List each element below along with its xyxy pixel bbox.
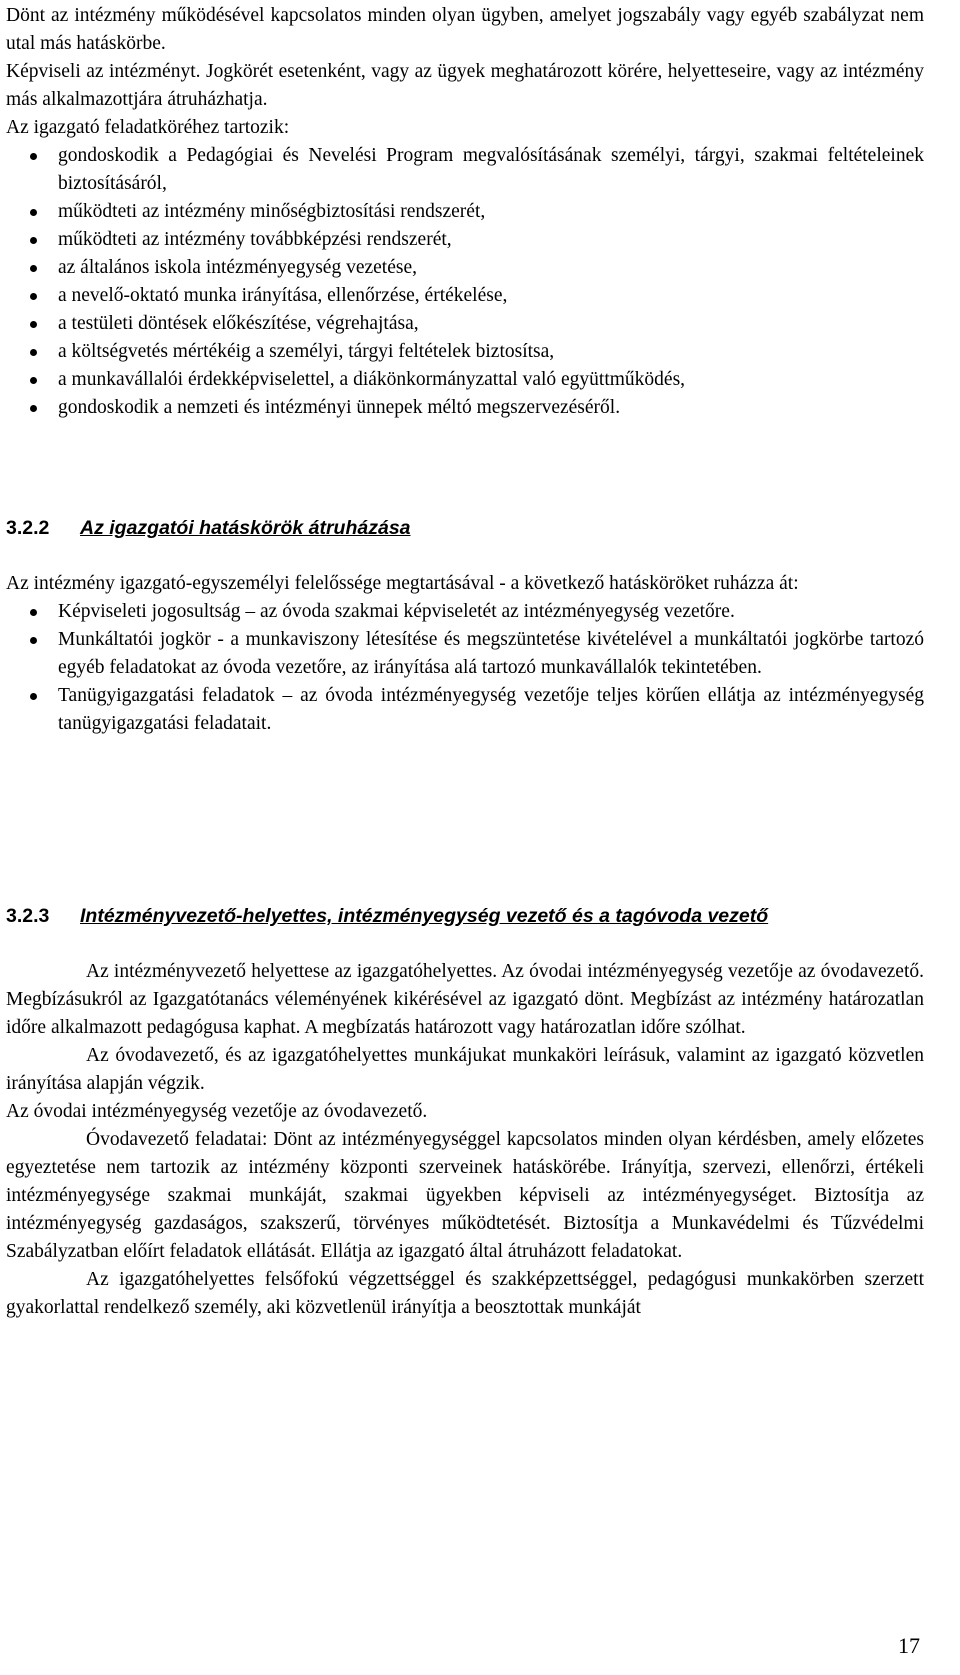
bullet-icon bbox=[30, 377, 37, 384]
section-paragraph: Az óvodavezető, és az igazgatóhelyettes munkájukat munkaköri leírásuk, valamint az igazgató közvetlen irányítása alapján végzik. bbox=[6, 1045, 924, 1094]
bullet-icon bbox=[30, 637, 37, 644]
section-paragraph: Az intézményvezető helyettese az igazgatóhelyettes. Az óvodai intézményegység vezetője az óvodavezető. Megbízásukról az Igazgatótanács véleményének kikérésével az igazgató dönt. Megbízást az intézmény határozatlan időre alkalmazott pedagógusa kaphat. A megbízatás határozott vagy határozatlan időre szólhat. bbox=[6, 961, 924, 1038]
section-heading-3-2-2 bbox=[6, 514, 924, 542]
bullet-icon bbox=[30, 405, 37, 412]
bullet-icon bbox=[30, 153, 37, 160]
bullet-icon bbox=[30, 693, 37, 700]
section-paragraph: Az intézmény igazgató-egyszemélyi felelőssége megtartásával - a következő hatásköröket ruházza át: bbox=[6, 573, 799, 594]
section-3-2-3-body bbox=[6, 958, 924, 1322]
list-item: Munkáltatói jogkör - a munkaviszony létesítése és megszüntetése kivételével a munkáltatói jogkörbe tartozó egyéb feladatokat az óvoda vezetőre, az irányítása alá tartozó munkavállalók tekintetében. bbox=[6, 626, 924, 682]
intro-paragraph-1: Dönt az intézmény működésével kapcsolatos minden olyan ügyben, amelyet jogszabály vagy egyéb szabályzat nem utal más hatáskörbe. bbox=[6, 5, 924, 54]
list-item: a testületi döntések előkészítése, végrehajtása, bbox=[6, 310, 924, 338]
list-item: az általános iskola intézményegység vezetése, bbox=[6, 254, 924, 282]
bullet-icon bbox=[30, 609, 37, 616]
list-item: Tanügyigazgatási feladatok – az óvoda intézményegység vezetője teljes körűen ellátja az intézményegység tanügyigazgatási feladatait. bbox=[6, 682, 924, 738]
list-item: a munkavállalói érdekképviselettel, a diákönkormányzattal való együttműködés, bbox=[6, 366, 924, 394]
section-title: Intézményvezető-helyettes, intézményegység vezető és a tagóvoda vezető bbox=[80, 905, 769, 927]
list-item: gondoskodik a Pedagógiai és Nevelési Program megvalósításának személyi, tárgyi, szakmai feltételeinek biztosításáról, bbox=[6, 142, 924, 198]
bullet-icon bbox=[30, 237, 37, 244]
page-number: 17 bbox=[898, 1633, 920, 1658]
bullet-icon bbox=[30, 209, 37, 216]
section-number: 3.2.2 bbox=[6, 517, 50, 539]
director-duties-list bbox=[6, 142, 924, 422]
section-3-2-2-body bbox=[6, 570, 924, 738]
section-paragraph: Az óvodai intézményegység vezetője az óvodavezető. bbox=[6, 1101, 428, 1122]
list-item: Képviseleti jogosultság – az óvoda szakmai képviseletét az intézményegység vezetőre. bbox=[6, 598, 924, 626]
list-item: gondoskodik a nemzeti és intézményi ünnepek méltó megszervezéséről. bbox=[6, 394, 924, 422]
list-item: a nevelő-oktató munka irányítása, ellenőrzése, értékelése, bbox=[6, 282, 924, 310]
bullet-icon bbox=[30, 293, 37, 300]
intro-paragraph-3: Az igazgató feladatköréhez tartozik: bbox=[6, 117, 290, 138]
section-title: Az igazgatói hatáskörök átruházása bbox=[80, 517, 411, 539]
section-heading-3-2-3 bbox=[6, 902, 924, 930]
list-item: működteti az intézmény minőségbiztosítási rendszerét, bbox=[6, 198, 924, 226]
bullet-icon bbox=[30, 265, 37, 272]
intro-paragraph-2: Képviseli az intézményt. Jogkörét esetenként, vagy az ügyek meghatározott körére, helyetteseire, vagy az intézmény más alkalmazottjára átruházhatja. bbox=[6, 61, 924, 110]
delegation-list bbox=[6, 598, 924, 738]
list-item: a költségvetés mértékéig a személyi, tárgyi feltételek biztosítsa, bbox=[6, 338, 924, 366]
list-item: működteti az intézmény továbbképzési rendszerét, bbox=[6, 226, 924, 254]
section-number: 3.2.3 bbox=[6, 905, 50, 927]
bullet-icon bbox=[30, 321, 37, 328]
section-paragraph: Az igazgatóhelyettes felsőfokú végzettséggel és szakképzettséggel, pedagógusi munkakörben szerzett gyakorlattal rendelkező személy, aki közvetlenül irányítja a beosztottak munkáját bbox=[6, 1269, 924, 1318]
section-paragraph: Óvodavezető feladatai: Dönt az intézményegységgel kapcsolatos minden olyan kérdésben, amely előzetes egyeztetése nem tartozik az intézmény központi szerveinek hatáskörébe. Irányítja, szervezi, ellenőrzi, értékeli intézményegysége szakmai munkáját, szakmai ügyekben képviseli az intézményegységet. Biztosítja az intézményegység gazdaságos, szakszerű, törvényes működtetését. Biztosítja a Munkavédelmi és Tűzvédelmi Szabályzatban előírt feladatok ellátását. Ellátja az igazgató által átruházott feladatokat. bbox=[6, 1129, 924, 1262]
bullet-icon bbox=[30, 349, 37, 356]
intro-section bbox=[6, 2, 924, 422]
